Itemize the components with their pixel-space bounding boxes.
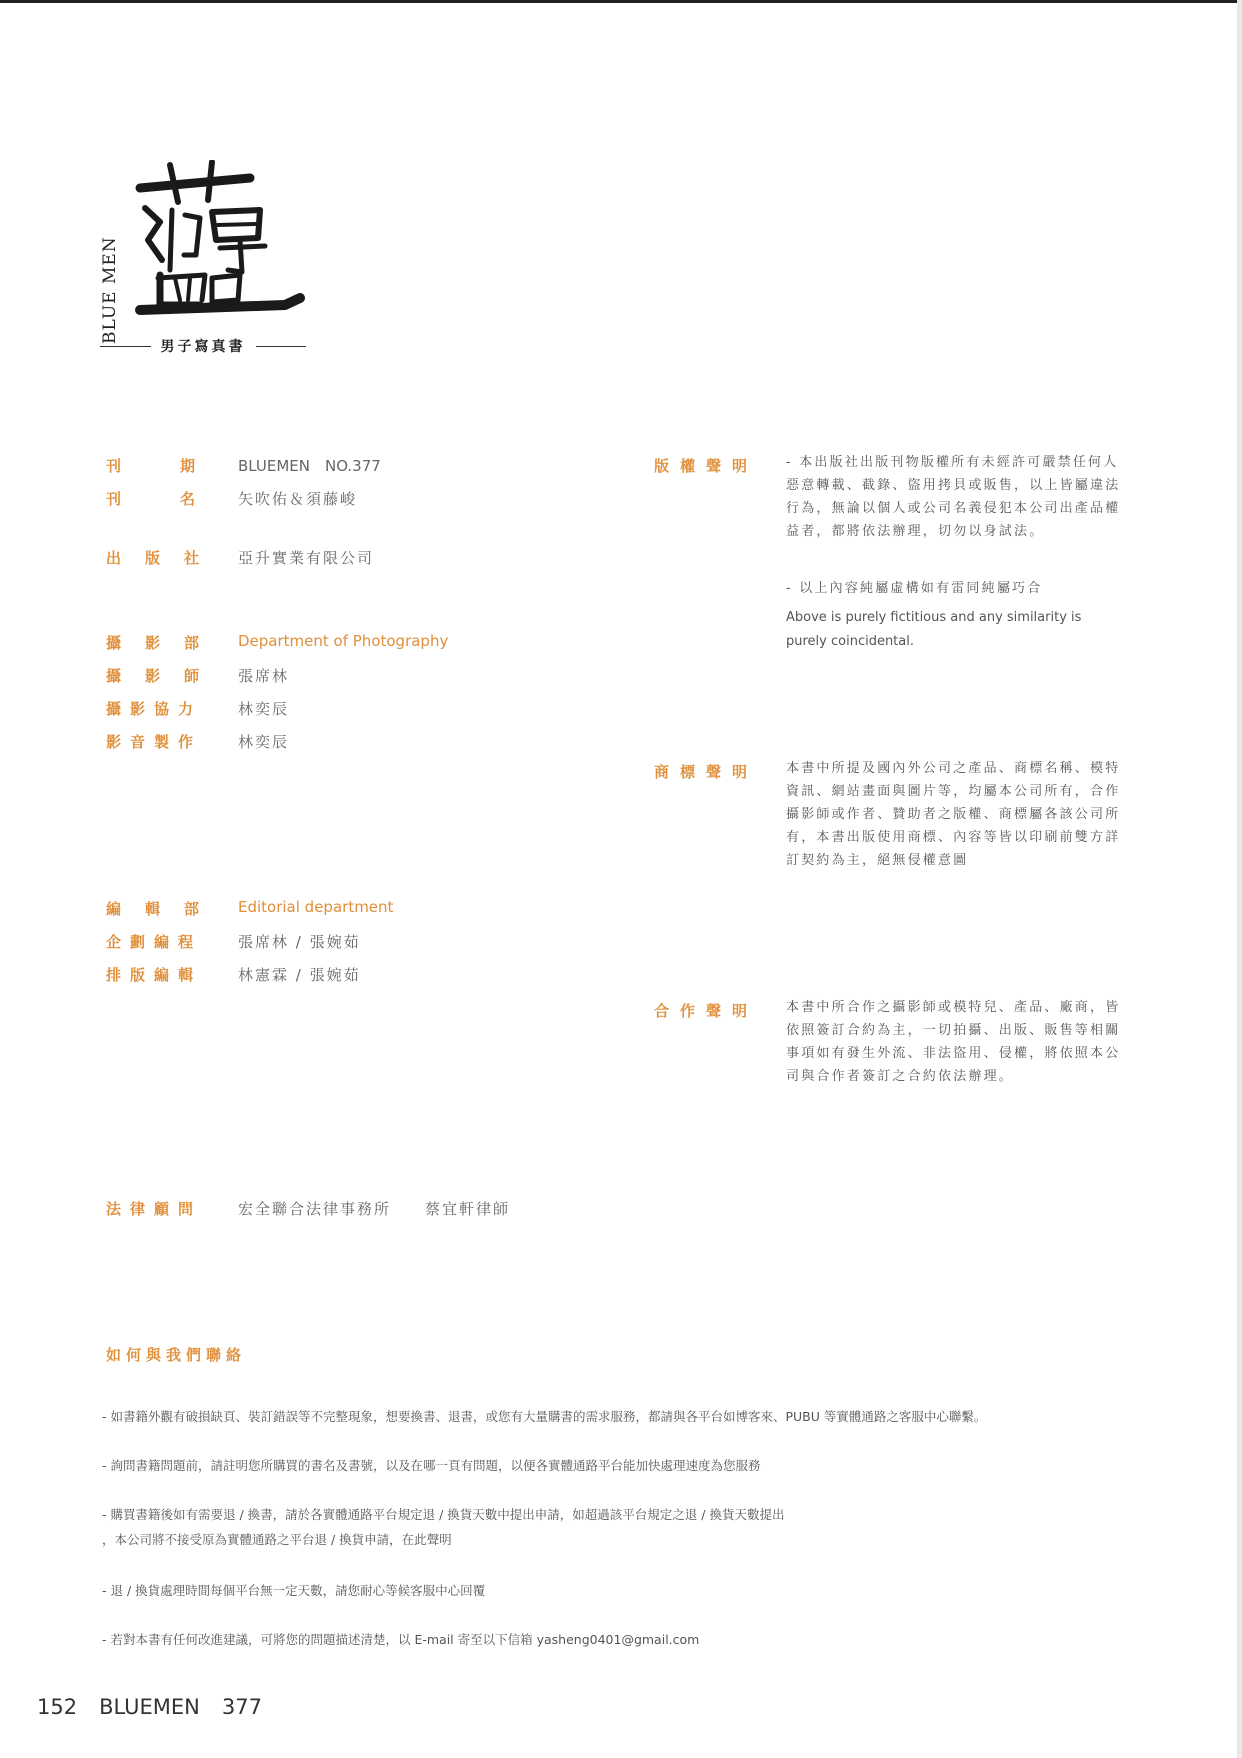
contact-item: - 若對本書有任何改進建議，可將您的問題描述清楚，以 E-mail 寄至以下信箱 yasheng0401@gmail.com [102,1632,700,1647]
cooperation-label: 合作聲明 [654,1002,759,1020]
contact-item: - 詢問書籍問題前，請註明您所購買的書名及書號，以及在哪一頁有問題，以便各實體通路平台能加快處理速度為您服務 [102,1458,761,1473]
photo-dept-value: Department of Photography [238,632,449,650]
contact-item: - 購買書籍後如有需要退 / 換書，請於各實體通路平台規定退 / 換貨天數中提出申請，如超過該平台規定之退 / 換貨天數提出 [102,1507,785,1522]
edit-dept-value: Editorial department [238,898,394,916]
contact-item: - 如書籍外觀有破損缺頁、裝訂錯誤等不完整現象，想要換書、退書，或您有大量購書的需求服務，都請與各平台如博客來、PUBU 等實體通路之客服中心聯繫。 [102,1409,987,1424]
title-label: 刊 名 [106,490,218,508]
divider [256,346,307,347]
top-rule [0,0,1242,3]
bluemen-logo [100,160,320,360]
logo-calligraphy [100,160,310,335]
legal-value: 宏全聯合法律事務所 蔡宜軒律師 [238,1200,511,1218]
legal-label: 法律顧問 [106,1200,203,1218]
av-production-label: 影音製作 [106,733,203,751]
footer-issue: 377 [221,1695,262,1719]
page-edge [1237,0,1242,1758]
publisher-label: 出版社 [106,549,224,567]
issue-value: BLUEMEN NO.377 [238,457,381,475]
layout-editor-value: 林憲霖 / 張婉茹 [238,966,361,984]
photo-assist-value: 林奕辰 [238,700,290,718]
publisher-value: 亞升實業有限公司 [238,549,375,567]
av-production-value: 林奕辰 [238,733,290,751]
planning-label: 企劃編程 [106,933,203,951]
trademark-text: 本書中所提及國內外公司之產品、商標名稱、模特資訊、網站畫面與圖片等，均屬本公司所有，合作攝影師或作者、贊助者之版權、商標屬各該公司所有，本書出版使用商標、內容等皆以印刷前雙方詳訂契約為主，絕無侵權意圖 [786,761,1121,868]
page-footer [37,1695,262,1719]
divider [100,346,151,347]
photographer-value: 張席林 [238,667,290,685]
issue-label: 刊 期 [106,457,218,475]
photographer-label: 攝影師 [106,667,224,685]
trademark-label: 商標聲明 [654,763,759,781]
title-value: 矢吹佑＆須藤峻 [238,490,358,508]
contact-item: - 退 / 換貨處理時間每個平台無一定天數，請您耐心等候客服中心回覆 [102,1583,486,1598]
logo-side-text: BLUE MEN [100,236,120,344]
cooperation-text: 本書中所合作之攝影師或模特兒、產品、廠商，皆依照簽訂合約為主，一切拍攝、出版、販售等相關事項如有發生外流、非法盜用、侵權，將依照本公司與合作者簽訂之合約依法辦理。 [786,1000,1121,1084]
logo-subtitle-text: 男子寫真書 [160,339,246,355]
contact-title: 如何與我們聯絡 [106,1346,247,1364]
photo-assist-label: 攝影協力 [106,700,203,718]
copyright-text: - 本出版社出版刊物版權所有未經許可嚴禁任何人惡意轉載、截錄、盜用拷貝或販售，以上皆屬違法行為，無論以個人或公司名義侵犯本公司出產品權益者，都將依法辦理，切勿以身試法。 [786,455,1121,539]
fiction-note-en: Above is purely fictitious and any similarity is purely coincidental. [786,610,1082,649]
page-number: 152 [37,1695,78,1719]
copyright-label: 版權聲明 [654,457,759,475]
planning-value: 張席林 / 張婉茹 [238,933,361,951]
layout-editor-label: 排版編輯 [106,966,203,984]
footer-brand: BLUEMEN [99,1695,200,1719]
photo-dept-label: 攝影部 [106,634,224,652]
contact-item: ，本公司將不接受原為實體通路之平台退 / 換貨申請，在此聲明 [102,1532,452,1547]
fiction-note: - 以上內容純屬虛構如有雷同純屬巧合 [786,581,1043,596]
logo-subtitle [100,336,306,356]
edit-dept-label: 編輯部 [106,900,224,918]
